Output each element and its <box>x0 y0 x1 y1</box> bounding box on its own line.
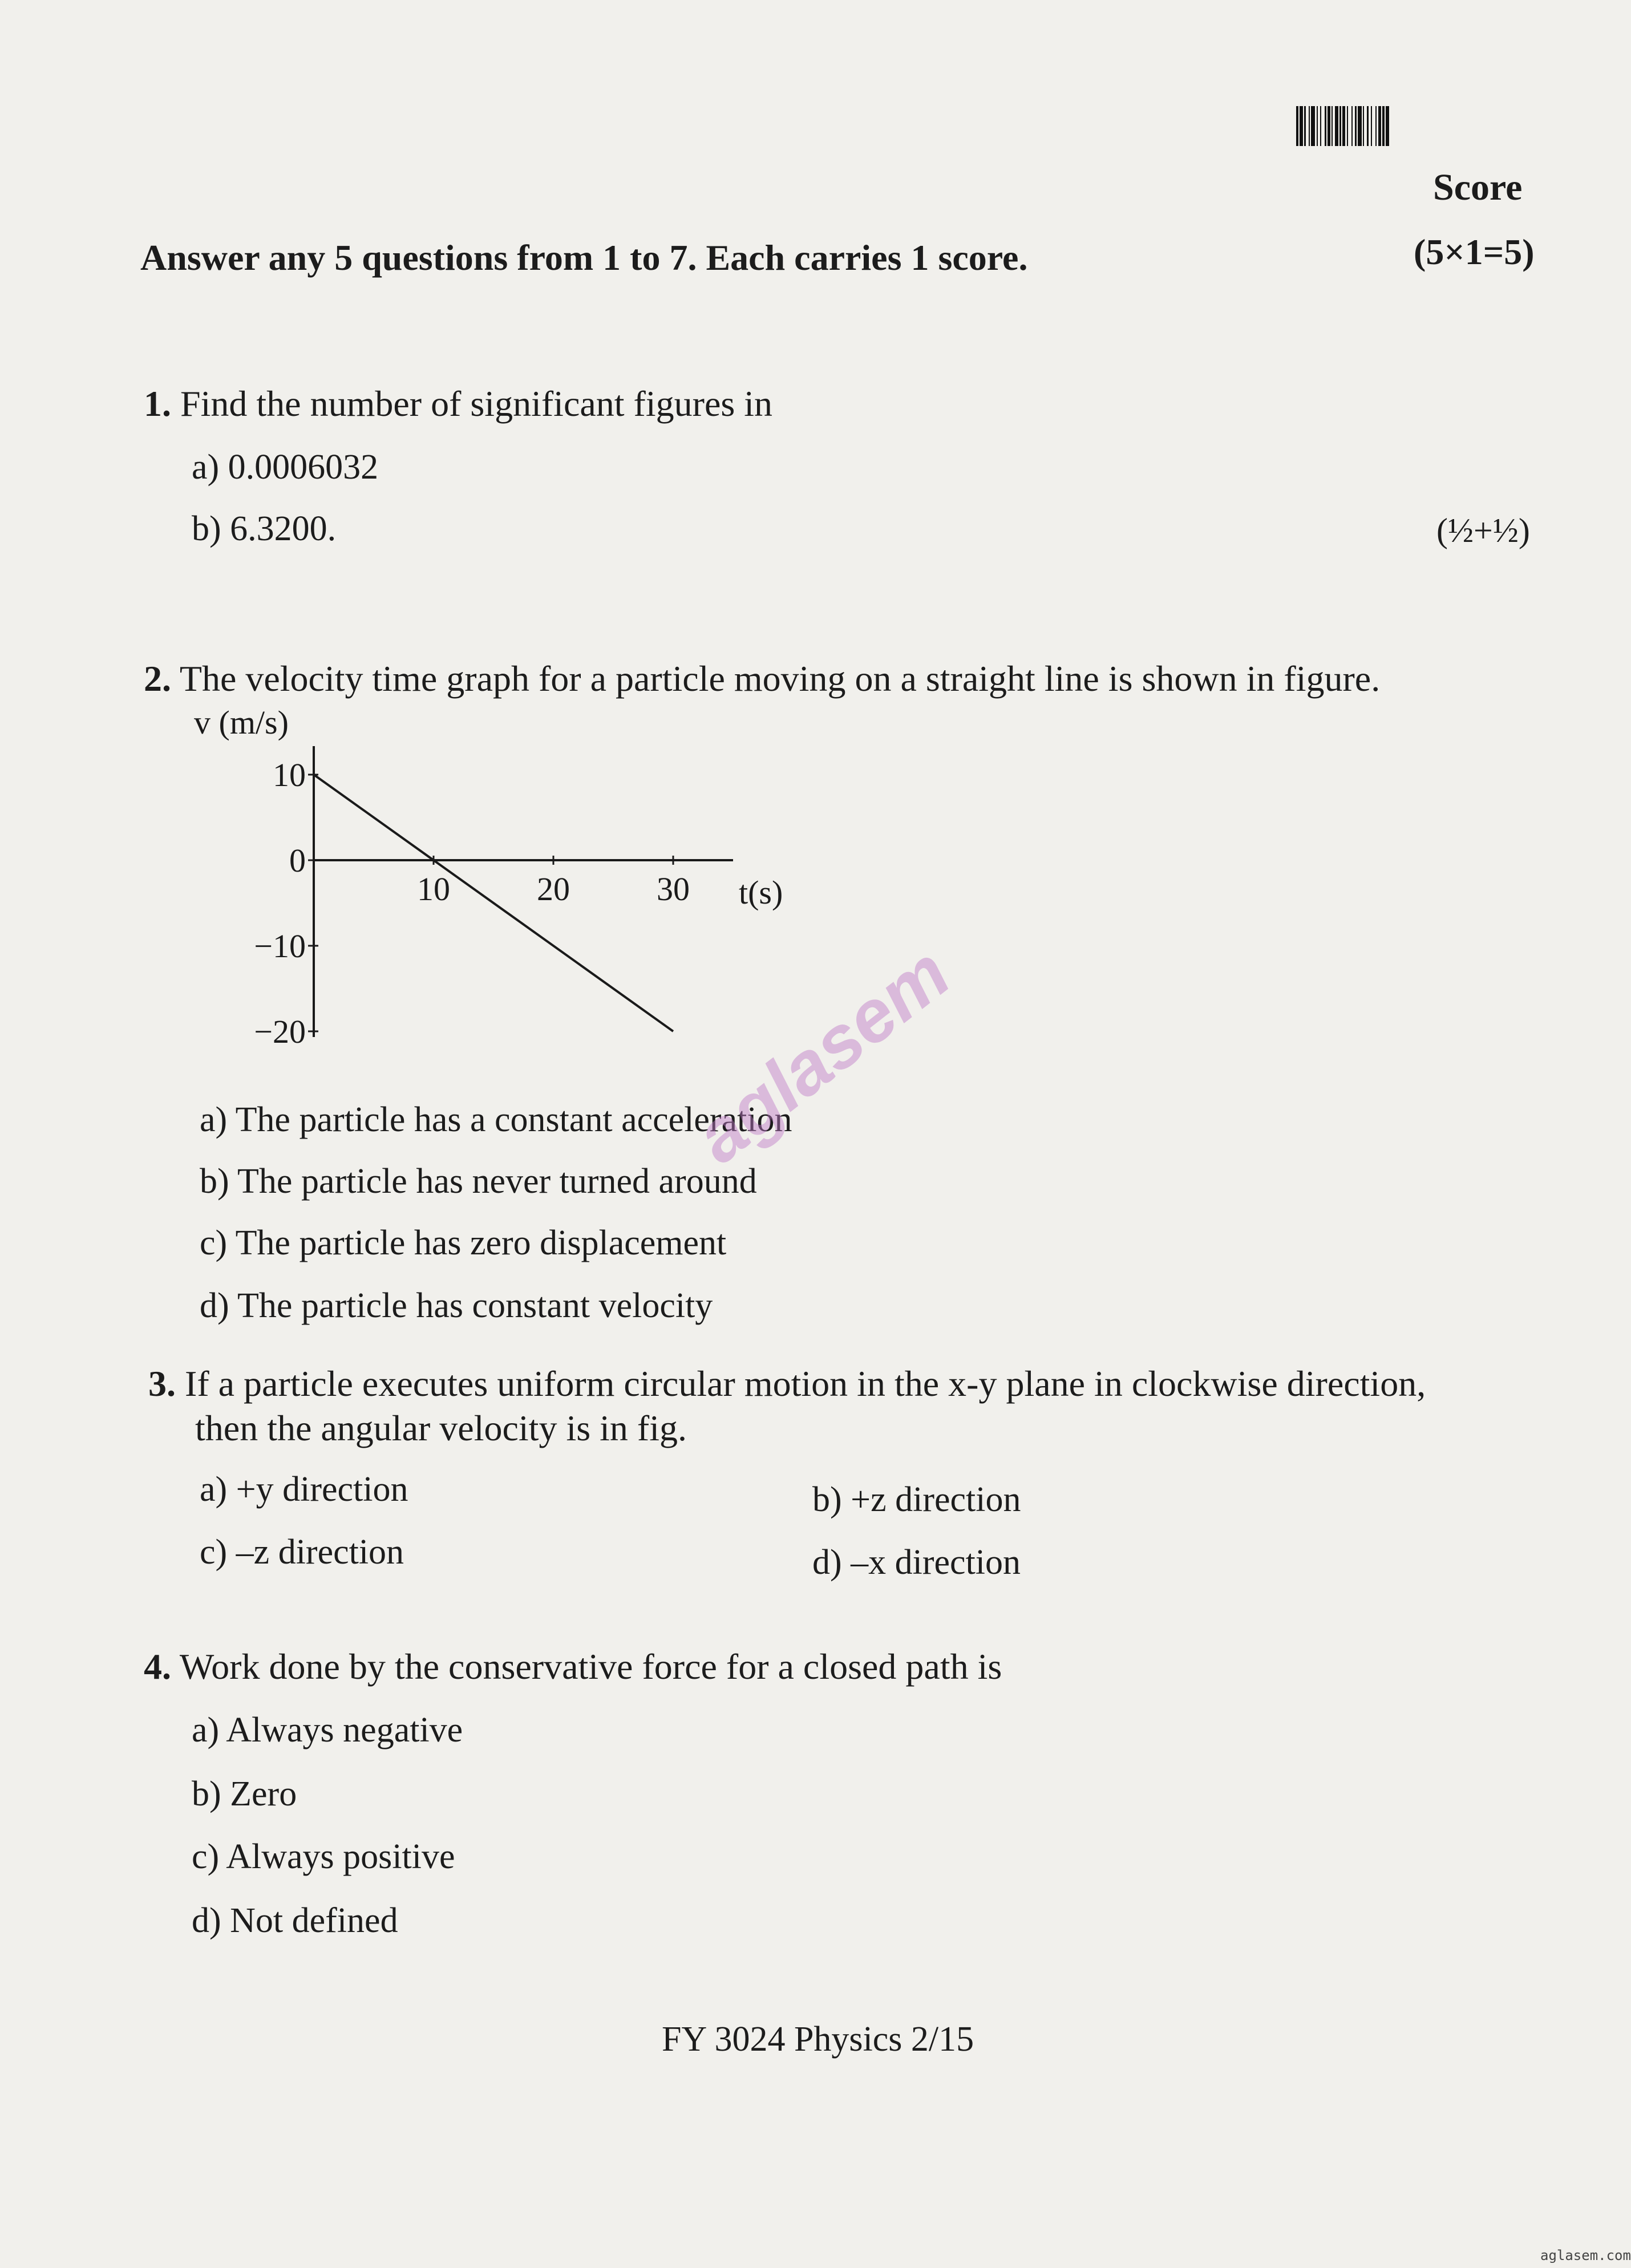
barcode <box>1296 106 1541 146</box>
x-tick-label: 10 <box>417 870 450 908</box>
q2-option-b <box>200 1161 757 1202</box>
question-2 <box>144 658 1381 699</box>
option-text: 6.3200. <box>230 509 337 548</box>
option-text: The particle has constant velocity <box>237 1286 713 1325</box>
option-label: a) <box>200 1470 228 1509</box>
question-number: 3. <box>148 1363 176 1404</box>
watermark: aglasem <box>679 930 965 1179</box>
x-axis-label: t(s) <box>739 874 783 911</box>
q3-option-c <box>200 1532 404 1573</box>
option-label: b) <box>812 1480 842 1519</box>
section-marks: (5×1=5) <box>1414 232 1535 272</box>
barcode-bar <box>1389 106 1391 146</box>
question-text: The velocity time graph for a particle moving on a straight line is shown in figure. <box>179 658 1381 699</box>
q4-option-d <box>192 1901 398 1941</box>
q1-option-b <box>192 509 336 549</box>
question-number: 4. <box>144 1646 171 1687</box>
option-text: Always positive <box>226 1837 455 1876</box>
barcode-bar <box>1311 106 1315 146</box>
option-text: The particle has a constant acceleration <box>235 1100 792 1139</box>
x-tick-label: 20 <box>537 870 570 908</box>
question-number: 2. <box>144 658 171 699</box>
option-text: The particle has never turned around <box>237 1162 757 1201</box>
option-label: c) <box>192 1837 220 1876</box>
question-3-line2: then the angular velocity is in fig. <box>195 1408 687 1448</box>
question-text: Find the number of significant figures in <box>180 383 773 424</box>
q3-option-d <box>812 1542 1021 1583</box>
option-label: c) <box>200 1224 228 1262</box>
y-tick-label: 0 <box>289 842 306 879</box>
q3-option-b <box>812 1480 1021 1520</box>
option-label: b) <box>192 1775 221 1813</box>
velocity-time-graph <box>171 702 810 1067</box>
q4-option-a <box>192 1710 463 1751</box>
question-4 <box>144 1646 1002 1687</box>
option-label: a) <box>200 1100 228 1139</box>
question-1 <box>144 383 773 424</box>
question-text-line1: If a particle executes uniform circular motion in the x-y plane in clockwise direction, <box>185 1363 1426 1404</box>
q2-option-c <box>200 1223 726 1263</box>
velocity-line <box>314 775 673 1031</box>
q4-option-b <box>192 1774 297 1815</box>
question-3 <box>148 1363 1426 1404</box>
question-text: Work done by the conservative force for a closed path is <box>179 1646 1002 1687</box>
q4-option-c <box>192 1837 455 1877</box>
y-axis-label: v (m/s) <box>194 704 289 741</box>
option-text: –x direction <box>851 1543 1021 1582</box>
x-tick-label: 30 <box>657 870 690 908</box>
option-text: +z direction <box>851 1480 1021 1519</box>
option-label: d) <box>812 1543 842 1582</box>
option-label: d) <box>200 1286 229 1325</box>
q2-option-d <box>200 1286 713 1326</box>
option-label: c) <box>200 1533 228 1572</box>
y-tick-label: −10 <box>254 928 306 965</box>
page-footer: FY 3024 Physics 2/15 <box>662 2020 974 2059</box>
q1-option-a <box>192 447 378 488</box>
barcode-bar <box>1358 106 1362 146</box>
y-tick-label: −20 <box>254 1013 306 1050</box>
option-text: Always negative <box>226 1711 463 1749</box>
q3-option-a <box>200 1469 408 1510</box>
q1-marks: (½+½) <box>1436 512 1530 549</box>
option-label: d) <box>192 1901 221 1940</box>
option-text: 0.0006032 <box>228 448 379 487</box>
option-text: The particle has zero displacement <box>235 1224 727 1262</box>
question-number: 1. <box>144 383 171 424</box>
option-text: Zero <box>230 1775 297 1813</box>
option-text: –z direction <box>236 1533 404 1572</box>
y-tick-label: 10 <box>273 756 306 793</box>
option-label: b) <box>192 509 221 548</box>
instruction: Answer any 5 questions from 1 to 7. Each carries 1 score. <box>140 237 1028 278</box>
option-label: a) <box>192 448 220 487</box>
option-text: +y direction <box>236 1470 408 1509</box>
option-label: b) <box>200 1162 229 1201</box>
site-credit: aglasem.com <box>1540 2247 1631 2263</box>
option-text: Not defined <box>230 1901 398 1940</box>
option-label: a) <box>192 1711 220 1749</box>
score-label: Score <box>1433 167 1523 208</box>
